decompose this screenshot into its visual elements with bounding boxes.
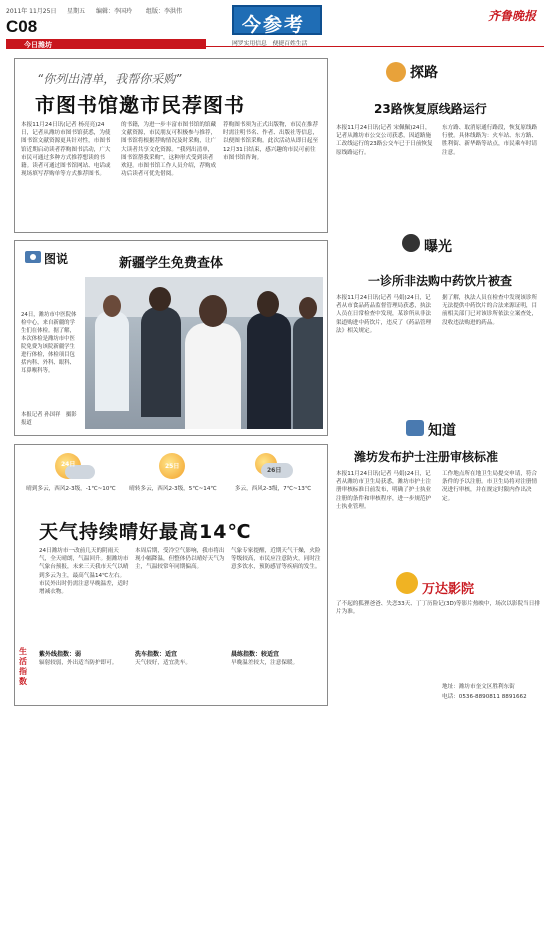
cinema-schedule: 了不起的狐狸爸爸、失恋33天、丁丁历险记(3D)等影片热映中，场次以影院当日排片为准。 [336, 601, 540, 616]
news-photo [85, 277, 323, 429]
photo-head-1 [103, 295, 121, 317]
weather-article [14, 444, 328, 706]
weather-day-2-label: 25日 [165, 463, 180, 470]
cinema-address: 地址：潍坊市奎文区胜利东街 [442, 684, 515, 690]
weather-col-1: 24日潍坊市一改前几天的阴雨天气，全天晴朗，气温回升。据潍坊市气象台预报，未来三天我市天气以晴到多云为主，最高气温14℃左右。市民外出时仍需注意早晚温差，适时增减衣物。 [39, 548, 129, 596]
cinema-tel: 电话：0536-8890811 8891662 [442, 694, 527, 700]
weather-day-2 [127, 453, 219, 511]
expose-headline: 一诊所非法购中药饮片被查 [368, 274, 513, 288]
photo-tag [25, 249, 81, 267]
know-section [336, 418, 546, 568]
header-editor: 编辑：李国玲 [96, 8, 133, 15]
cinema-logo: 万达影院 [422, 582, 475, 597]
explore-tag: 探路 [410, 65, 438, 81]
explore-col-1: 本报11月24日讯(记者 宋佩佩)24日，记者从潍坊市公交公司获悉，因道路施工改线运行的23路公交车已于日前恢复原线路运行。 [336, 125, 433, 156]
expose-tag: 曝光 [424, 239, 452, 255]
life-index-item [39, 649, 129, 701]
library-headline: 市图书馆邀市民荐图书 [35, 93, 245, 117]
life-index-desc: 天气较好，适宜洗车。 [135, 660, 191, 666]
weather-day-2-text: 晴转多云，西风2-3级，5℃~14℃ [129, 486, 217, 492]
explore-headline: 23路恢复原线路运行 [374, 102, 487, 116]
weather-col-3: 气象专家提醒，近期天气干燥，火险等级较高，市民应注意防火，同时注意多饮水，预防感冒等疾病的发生。 [231, 548, 321, 571]
life-index-name: 洗车指数：适宜 [135, 651, 178, 658]
library-article [14, 58, 328, 233]
photo-person-1 [95, 311, 129, 411]
photo-head-2 [149, 287, 171, 311]
photo-head-4 [257, 291, 279, 317]
weather-day-1-text: 晴到多云，西风2-3级，-1℃~10℃ [26, 486, 116, 492]
life-index-text: 生活指数 [19, 647, 27, 686]
weather-day-1-label: 24日 [61, 461, 76, 468]
weather-day-1 [25, 453, 117, 511]
weather-day-3-label: 26日 [267, 467, 282, 474]
section-label: 今日潍坊 [24, 41, 52, 49]
photo-story [14, 240, 328, 436]
life-index-row [39, 649, 321, 701]
header-designer: 组版：李洪伟 [146, 8, 183, 15]
camera-lens-icon [30, 254, 36, 260]
photo-person-3 [185, 323, 241, 429]
explore-icon [386, 62, 406, 82]
photo-tag-label: 图说 [44, 252, 69, 266]
life-index-label [15, 645, 35, 705]
life-index-name: 紫外线指数：弱 [39, 651, 82, 658]
photo-person-2 [141, 307, 181, 417]
photo-head-5 [299, 297, 317, 319]
weather-day-3 [227, 453, 319, 511]
expose-col-2: 据了解，执法人员在检查中发现该诊所无法提供中药饮片的合法来源证明，目前相关部门已对该诊所依法立案查处，没收违法购进的药品。 [442, 295, 538, 326]
photo-head-3 [199, 295, 227, 327]
know-col-1: 本报11月24日讯(记者 马娟)24日，记者从潍坊市卫生局获悉，潍坊市护士注册审核标准日前发布，明确了护士执业注册的条件和审核程序，进一步规范护士执业管理。 [336, 471, 432, 510]
weather-day-3-text: 多云，西风2-3级，7℃~13℃ [234, 486, 312, 492]
photo-person-5 [293, 317, 323, 429]
cinema-logo-icon [396, 572, 418, 594]
library-col-1: 本报11月24日讯(记者 杨亮亮)24日，记者从潍坊市图书馆获悉，为使图书馆文献资源更具针对性，市图书馆近期启动读者荐购图书活动，广大市民可通过多种方式推荐想读的书籍。读者可通过图书馆网站、电话或现场填写荐购单等方式推荐图书。 [21, 122, 111, 178]
life-index-desc: 辐射较弱，外出适当防护即可。 [39, 660, 118, 666]
know-col-2: 工作地点所在地卫生局提交申请，符合条件的予以注册。市卫生局将对注册情况进行审核，并在规定时限内作出决定。 [442, 471, 538, 502]
weather-col-2: 本周后期，受冷空气影响，我市将出现小幅降温，但整体仍以晴好天气为主，气温较常年同期偏高。 [135, 548, 225, 571]
life-index-item [231, 649, 321, 701]
weather-headline: 天气持续晴好最高14℃ [39, 521, 252, 543]
library-col-2: 的书籍，为进一步丰富市图书馆的馆藏文献资源，市民朋友可积极参与推荐，图书馆将根据荐购情况及时采购，让广大读者共享文化资源。“我列出清单，图书馆帮我采购”，这种形式受到读者欢迎。市图书馆工作人员介绍，荐购成功后读者可优先借阅。 [121, 122, 217, 178]
cinema-ad [336, 572, 546, 704]
photo-caption: 24日，潍坊市中医院体检中心，来自新疆的学生们在体检。据了解，本次体检是潍坊市中医院免费为该院新疆学生进行体检，体检项目包括内科、外科、眼科、耳鼻喉科等。 [21, 312, 77, 374]
photo-person-4 [247, 313, 291, 429]
explore-col-2: 东方路、取消原通行路段，恢复原线路行驶。具体线路为：火车站、东方路、胜利街、新华路等站点，市民乘车时请注意。 [442, 125, 538, 156]
life-index-desc: 早晚温差较大，注意保暖。 [231, 660, 299, 666]
book-icon [406, 420, 424, 436]
header-date: 2011年 11月25日 [6, 8, 57, 15]
header-weekday: 星期五 [67, 8, 86, 15]
spotlight-icon [402, 234, 420, 252]
life-index-item [135, 649, 225, 701]
section-bar [6, 39, 206, 49]
photo-headline: 新疆学生免费查体 [119, 256, 224, 271]
masthead-subtitle: 网罗实用信息 便捷百姓生活 [232, 41, 308, 47]
explore-section [336, 60, 546, 220]
expose-col-1: 本报11月24日讯(记者 马娟)24日，记者从市食品药品监督管理局获悉，执法人员在日常检查中发现，某诊所从非法渠道购进中药饮片，违反了《药品管理法》相关规定。 [336, 295, 432, 334]
page-number: C08 [6, 17, 38, 36]
expose-section [336, 232, 546, 392]
masthead-title: 今参考 [242, 14, 306, 36]
know-tag: 知道 [428, 423, 456, 439]
know-headline: 潍坊发布护士注册审核标准 [354, 450, 499, 464]
library-kicker: “你列出清单，我帮你采购” [37, 72, 182, 86]
life-index-name: 晨练指数：较适宜 [231, 651, 280, 658]
masthead [232, 5, 322, 35]
photo-credit: 本报记者 孙国祥 摄影报道 [21, 412, 77, 426]
library-col-3: 荐购图书须为正式出版物，市民在推荐时需注明书名、作者、出版社等信息，以便图书馆采购。此次活动从即日起至12月31日结束，感兴趣的市民可前往市图书馆咨询。 [223, 122, 319, 161]
paper-logo: 齐鲁晚报 [488, 9, 537, 23]
